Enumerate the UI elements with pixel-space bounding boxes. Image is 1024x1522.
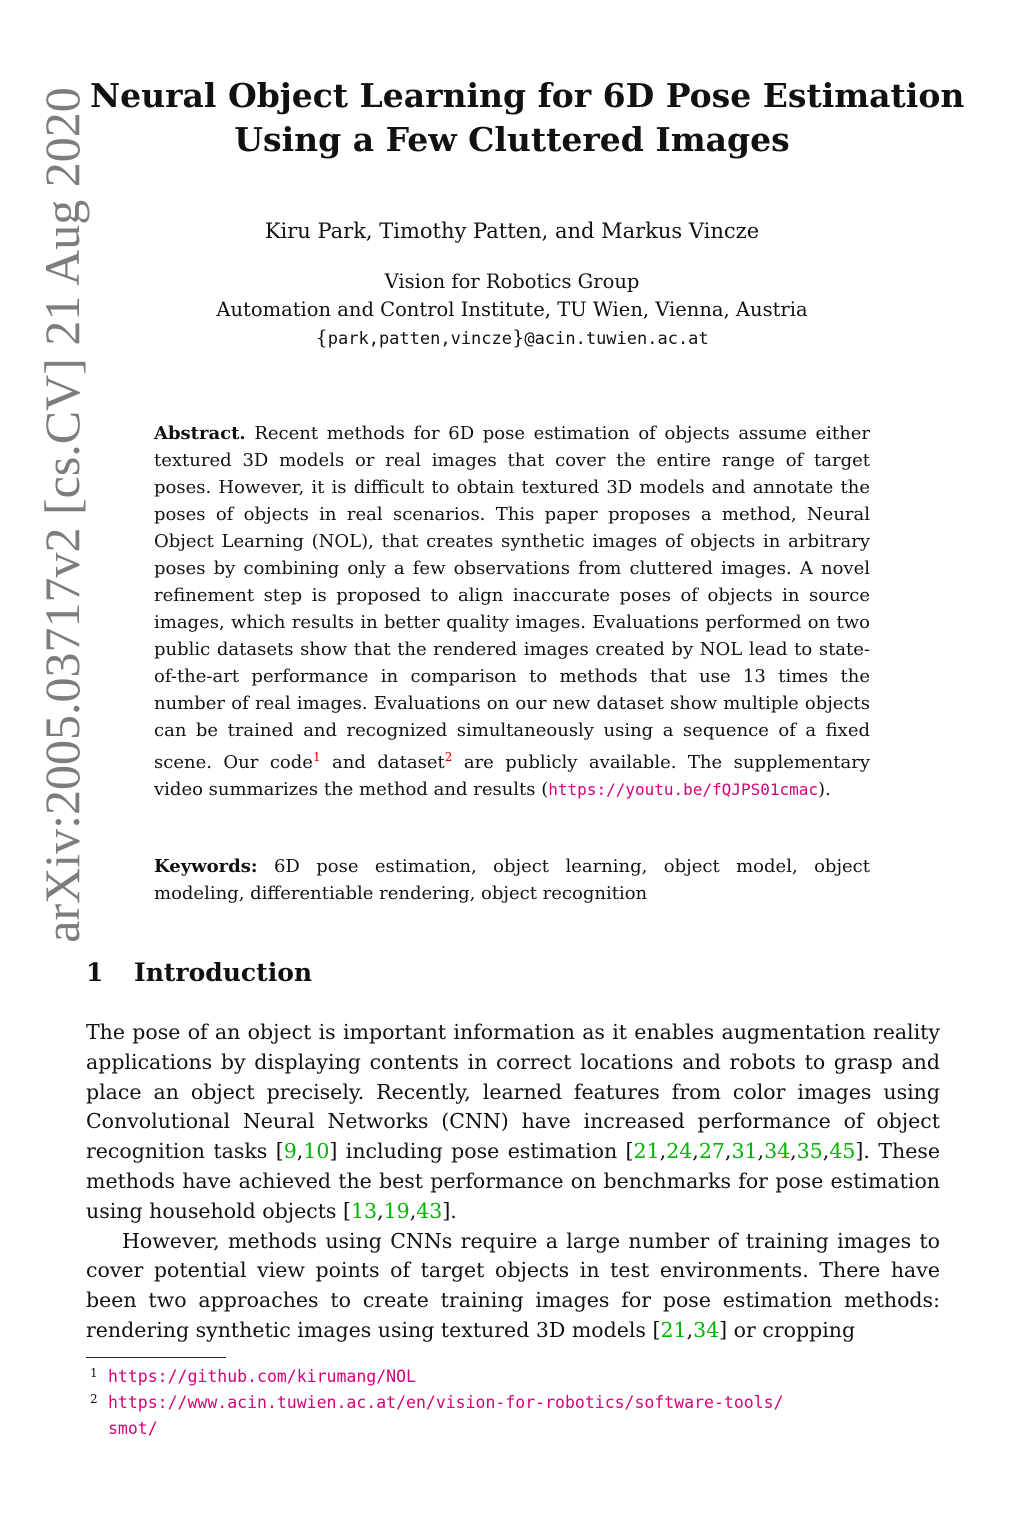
citation-31[interactable]: 31	[731, 1139, 758, 1164]
affiliation-group: Vision for Robotics Group	[384, 270, 640, 293]
citation-21[interactable]: 21	[633, 1139, 660, 1164]
citation-9[interactable]: 9	[283, 1139, 297, 1164]
citation-34b[interactable]: 34	[693, 1317, 720, 1342]
email-domain: @acin.tuwien.ac.at	[524, 329, 709, 349]
footnote-2	[86, 1390, 946, 1416]
footnote-mark-1: 1	[90, 1366, 98, 1380]
citation-24[interactable]: 24	[666, 1139, 693, 1164]
arxiv-stamp: arXiv:2005.03717v2 [cs.CV] 21 Aug 2020	[34, 87, 90, 943]
abstract-text-4: ).	[818, 779, 831, 800]
affiliation-institute: Automation and Control Institute, TU Wien, Vienna, Austria	[216, 298, 808, 321]
citation-43[interactable]: 43	[416, 1198, 443, 1223]
citation-34[interactable]: 34	[764, 1139, 791, 1164]
email-users: park,patten,vincze	[327, 329, 512, 349]
footnote-2-continuation	[86, 1416, 946, 1442]
video-link[interactable]: https://youtu.be/fQJPS01cmac	[548, 780, 818, 799]
footnote-mark-2: 2	[90, 1392, 98, 1406]
citation-35[interactable]: 35	[796, 1139, 823, 1164]
citation-21b[interactable]: 21	[660, 1317, 687, 1342]
intro-p1-text-3: ]. These methods have achieved the best performance on benchmarks for pose estimation using household objects [	[86, 1139, 940, 1223]
citation-10[interactable]: 10	[303, 1139, 330, 1164]
footnote-link-2-cont[interactable]: smot/	[108, 1419, 158, 1438]
intro-p2-text-1: However, methods using CNNs require a large number of training images to cover potential view points of target objects in test environments. There have been two approaches to create training images for pose estimation methods: rendering synthetic images using textured 3D models [	[86, 1228, 940, 1342]
intro-p1-text-4: ].	[442, 1198, 457, 1223]
title-line-1: Neural Object Learning for 6D Pose Estimation	[90, 76, 965, 115]
citation-27[interactable]: 27	[698, 1139, 725, 1164]
citation-19[interactable]: 19	[383, 1198, 410, 1223]
abstract-text-2: and dataset	[320, 752, 445, 773]
keywords	[154, 853, 870, 907]
paper-title	[90, 74, 965, 162]
footnote-link-2[interactable]: https://www.acin.tuwien.ac.at/en/vision-for-robotics/software-tools/	[108, 1393, 784, 1412]
authors: Kiru Park, Timothy Patten, and Markus Vincze	[264, 219, 760, 243]
intro-paragraph-1: The pose of an object is important information as it enables augmentation reality applications by displaying contents in correct locations and robots to grasp and place an object precisely. Recently, learned features from color images using Convolutional Neural Networks (CNN) have increased performance of object recognition tasks [9,10] including pose estimation [21,24,27,31,34,35,45]. These methods have achieved the best performance on benchmarks for pose estimation using household objects [13,19,43].	[86, 1020, 940, 1223]
keywords-text: 6D pose estimation, object learning, object model, object modeling, differentiable rendering, object recognition	[154, 856, 870, 904]
section-number: 1	[86, 958, 104, 987]
footnotes	[86, 1364, 946, 1442]
footnote-ref-1[interactable]: 1	[312, 750, 321, 764]
intro-body	[86, 1018, 940, 1346]
intro-p2-text-2: ] or cropping	[719, 1317, 856, 1342]
abstract-text-1: Recent methods for 6D pose estimation of objects assume either textured 3D models or real images that cover the entire range of target poses. However, it is difficult to obtain textured 3D models and annotate the poses of objects in real scenarios. This paper proposes a method, Neural Object Learning (NOL), that creates synthetic images of objects in arbitrary poses by combining only a few observations from cluttered images. A novel refinement step is proposed to align inaccurate poses of objects in source images, which results in better quality images. Evaluations performed on two public datasets show that the rendered images created by NOL lead to state-of-the-art performance in comparison to methods that use 13 times the number of real images. Evaluations on our new dataset show multiple objects can be trained and recognized simultaneously using a sequence of a fixed scene. Our code	[154, 423, 870, 773]
abstract-label: Abstract.	[154, 423, 246, 444]
section-heading	[86, 954, 312, 992]
footnote-1	[86, 1364, 946, 1390]
title-line-2: Using a Few Cluttered Images	[234, 120, 790, 159]
intro-p1-text-1: The pose of an object is important information as it enables augmentation reality applications by displaying contents in correct locations and robots to grasp and place an object precisely. Recently, learned features from color images using Convolutional Neural Networks (CNN) have increased performance of object recognition tasks [	[86, 1020, 940, 1164]
footnote-ref-2[interactable]: 2	[444, 750, 453, 764]
affiliation	[90, 268, 934, 353]
section-title: Introduction	[134, 958, 313, 987]
abstract	[154, 420, 870, 803]
intro-p1-text-2: ] including pose estimation [	[329, 1139, 634, 1164]
citation-45[interactable]: 45	[829, 1139, 856, 1164]
affiliation-email: {park,patten,vincze}@acin.tuwien.ac.at	[315, 326, 709, 349]
citation-13[interactable]: 13	[350, 1198, 378, 1223]
footnote-rule	[86, 1357, 226, 1358]
keywords-label: Keywords:	[154, 856, 258, 877]
abstract-text-3: are publicly available. The supplementary video summarizes the method and results (	[154, 752, 870, 800]
footnote-link-1[interactable]: https://github.com/kirumang/NOL	[108, 1367, 416, 1386]
intro-paragraph-2: However, methods using CNNs require a large number of training images to cover potential view points of target objects in test environments. There have been two approaches to create training images for pose estimation methods: rendering synthetic images using textured 3D models [21,34] or cropping	[86, 1228, 940, 1342]
